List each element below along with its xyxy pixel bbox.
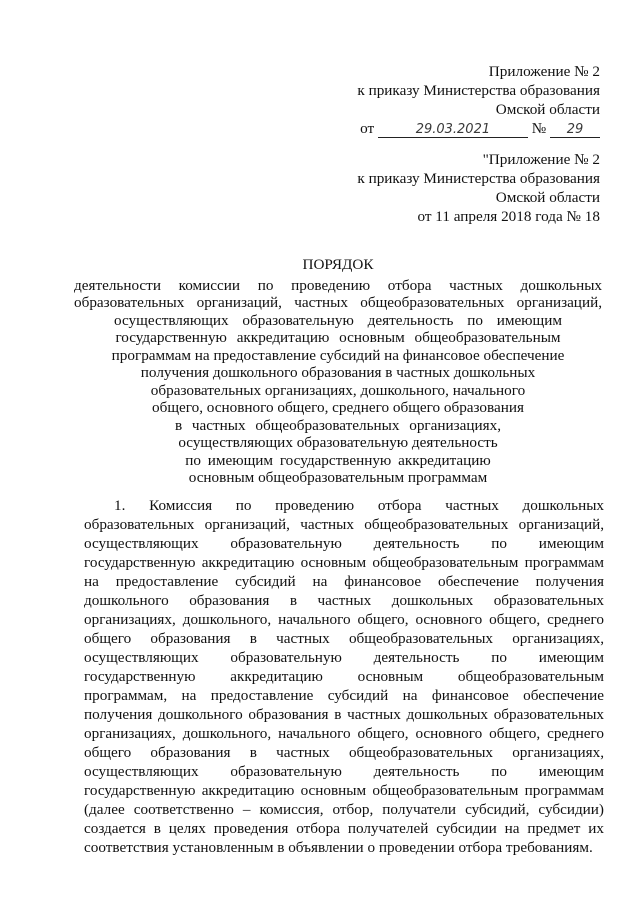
paragraph-line: организациях, дошкольного, начального общего, основного общего, среднего: [84, 611, 604, 628]
quoted-appendix-date: от 11 апреля 2018 года № 18: [417, 208, 600, 225]
paragraph-line: государственную аккредитацию основным общеобразовательным: [84, 668, 604, 685]
title-line: осуществляющих образовательную деятельность: [178, 434, 498, 451]
paragraph-line: государственную аккредитацию основным общеобразовательным программам: [84, 782, 604, 799]
paragraph-line: общего образования в частных общеобразовательных организациях,: [84, 744, 604, 761]
appendix-region: Омской области: [495, 101, 600, 118]
title-line: образовательных организаций, частных общеобразовательных организаций,: [74, 294, 602, 311]
paragraph-line: осуществляющих образовательную деятельность по имеющим: [84, 763, 604, 780]
paragraph-line: дошкольного образования в частных дошкольных образовательных: [84, 592, 604, 609]
quoted-appendix-order-ref: к приказу Министерства образования: [357, 170, 600, 187]
title-line: по имеющим государственную аккредитацию: [185, 451, 491, 469]
document-title: [72, 256, 604, 487]
number-label: №: [531, 120, 547, 137]
paragraph-1: [84, 496, 604, 857]
title-line: общего, основного общего, среднего общего образования: [152, 399, 524, 416]
paragraph-line: создается в целях проведения отбора получателей субсидии на предмет их: [84, 820, 604, 837]
quoted-appendix-header: [300, 150, 600, 226]
paragraph-line: государственную аккредитацию основным общеобразовательным программам: [84, 554, 604, 571]
handwritten-number: 29: [550, 122, 600, 138]
appendix-date-line: [300, 119, 600, 138]
paragraph-line: общего образования в частных общеобразовательных организациях,: [84, 630, 604, 647]
paragraph-line: организациях, дошкольного, начального общего, основного общего, среднего: [84, 725, 604, 742]
title-line: получения дошкольного образования в частных дошкольных: [140, 364, 536, 381]
paragraph-line: образовательных организаций, частных общеобразовательных организаций,: [84, 516, 604, 533]
title-line: деятельности комиссии по проведению отбора частных дошкольных: [74, 276, 602, 294]
quoted-appendix-region: Омской области: [495, 189, 600, 206]
paragraph-line: (далее соответственно – комиссия, отбор, получатели субсидий, субсидии): [84, 801, 604, 818]
paragraph-line: соответствия установленным в объявлении о проведении отбора требованиям.: [84, 839, 593, 856]
title-line: государственную аккредитацию основным общеобразовательным: [115, 329, 561, 346]
appendix-title: Приложение № 2: [488, 63, 600, 80]
title-line: в частных общеобразовательных организациях,: [174, 416, 502, 434]
from-label: от: [360, 120, 375, 137]
title-line: программам на предоставление субсидий на финансовое обеспечение: [111, 346, 565, 364]
paragraph-line: на предоставление субсидий на финансовое обеспечение получения: [84, 573, 604, 590]
title-line: основным общеобразовательным программам: [188, 469, 488, 486]
quoted-appendix-title: "Приложение № 2: [482, 151, 600, 168]
paragraph-line: 1. Комиссия по проведению отбора частных дошкольных: [114, 497, 604, 514]
title-line: осуществляющих образовательную деятельность по имеющим: [114, 311, 562, 329]
title-line: образовательных организациях, дошкольного, начального: [150, 381, 526, 399]
appendix-order-ref: к приказу Министерства образования: [357, 82, 600, 99]
handwritten-date: 29.03.2021: [378, 122, 528, 138]
appendix-header: [300, 62, 600, 138]
paragraph-line: осуществляющих образовательную деятельность по имеющим: [84, 649, 604, 666]
paragraph-line: получения дошкольного образования в частных дошкольных образовательных: [84, 706, 604, 723]
paragraph-line: программам, на предоставление субсидий на финансовое обеспечение: [84, 687, 604, 704]
paragraph-line: осуществляющих образовательную деятельность по имеющим: [84, 535, 604, 552]
title-heading: ПОРЯДОК: [302, 256, 374, 273]
